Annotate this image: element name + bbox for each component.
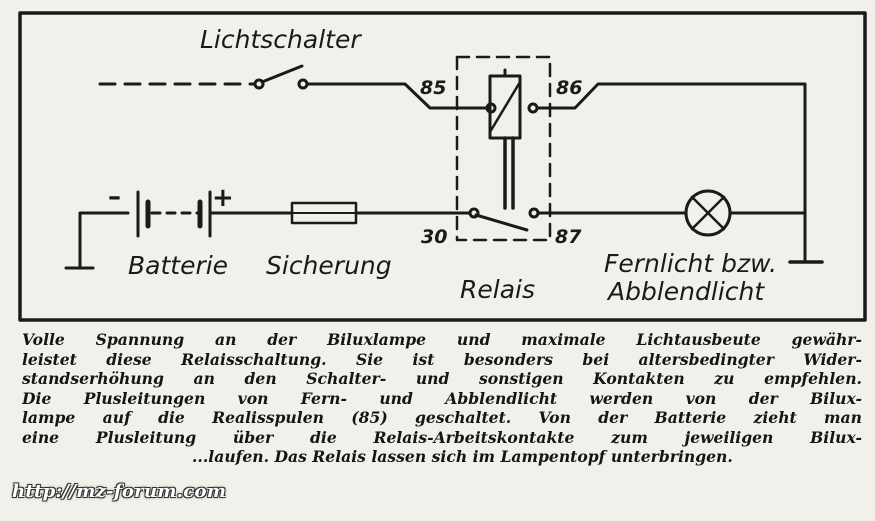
label-battery: Batterie [128,251,229,280]
caption-line: lampe auf die Realisspulen (85) geschaltet. Von der Batterie zieht man [22,408,862,427]
wire-switch-to-85 [307,84,488,108]
watermark: http://mz-forum.com [12,481,227,502]
caption-line: standserhöhung an den Schalter- und sonstigen Kontakten zu empfehlen. [22,369,862,388]
label-terminal-86: 86 [556,77,583,99]
relay-contact-blade [476,215,527,230]
wire-ground-to-battery [80,213,128,268]
label-terminal-87: 87 [555,226,582,248]
label-light-switch: Lichtschalter [200,25,361,54]
caption [22,330,862,467]
label-battery-plus: + [212,183,234,213]
caption-line: eine Plusleitung über die Relais-Arbeitskontakte zum jeweiligen Bilux- [22,427,862,447]
label-terminal-30: 30 [421,226,448,248]
caption-line: Die Plusleitungen von Fern- und Abblendlicht werden von der Bilux- [22,388,862,408]
label-fuse: Sicherung [266,251,392,280]
caption-line: leistet diese Relaisschaltung. Sie ist besonders bei altersbedingter Wider- [22,349,862,369]
label-battery-minus: – [108,182,121,212]
caption-line: ...laufen. Das Relais lassen sich im Lampentopf unterbringen. [192,447,733,466]
light-switch-lever [262,66,302,82]
label-lamp-line-1: Fernlicht bzw. [604,249,777,278]
label-relay: Relais [460,275,535,304]
label-terminal-85: 85 [420,77,447,99]
caption-line: Volle Spannung an der Biluxlampe und maximale Lichtausbeute gewähr- [22,330,862,349]
label-lamp-line-2: Abblendlicht [608,277,765,306]
